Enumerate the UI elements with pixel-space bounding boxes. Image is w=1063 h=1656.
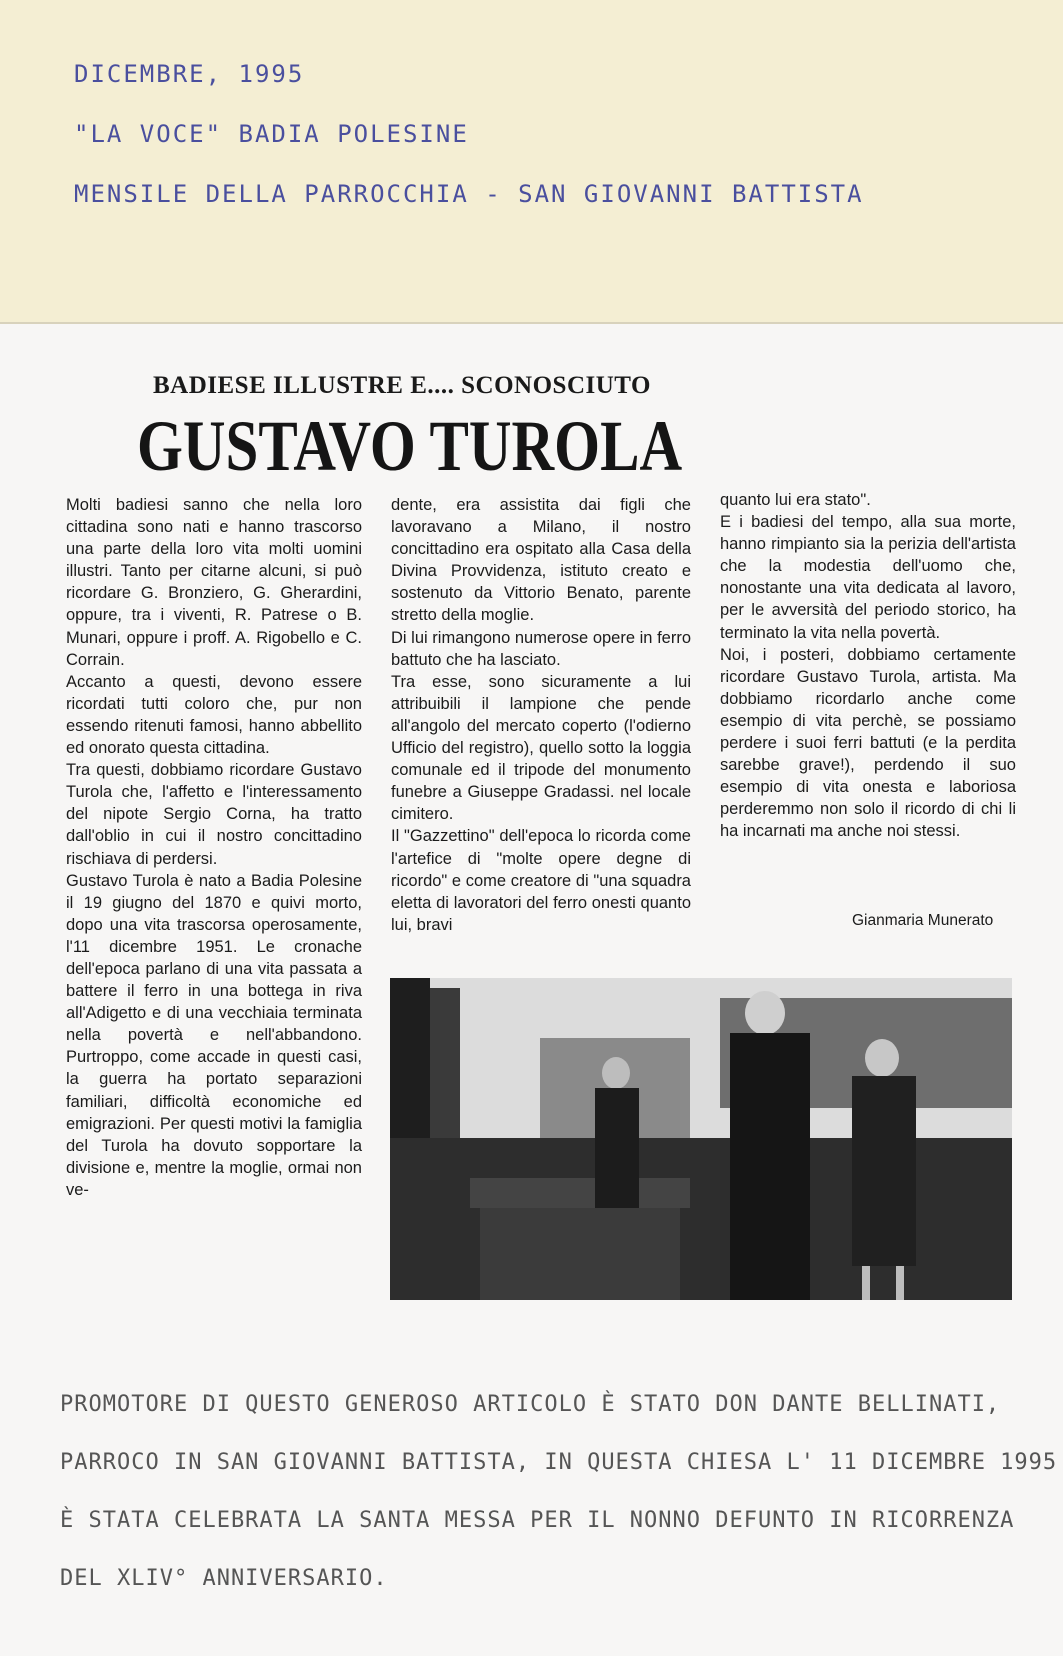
paragraph: Accanto a questi, devono essere ricordati tutti coloro che, pur non essendo ritenuti famosi, hanno abbellito ed onorato questa cittadina. [66, 672, 362, 758]
paragraph: E i badiesi del tempo, alla sua morte, hanno rimpianto sia la perizia dell'artista che la modestia dell'uomo che, nonostante una vita dedicata al lavoro, per le avversità del periodo storico, ha terminato la vita nella povertà. [720, 513, 1016, 642]
article-kicker: BADIESE ILLUSTRE E.... SCONOSCIUTO [153, 372, 651, 399]
article-column-3 [720, 489, 1016, 843]
note-parish: MENSILE DELLA PARROCCHIA - SAN GIOVANNI BATTISTA [74, 180, 864, 208]
paragraph: quanto lui era stato". [720, 491, 871, 509]
article-author: Gianmaria Munerato [852, 912, 994, 929]
paragraph: Il "Gazzettino" dell'epoca lo ricorda come l'artefice di "molte opere degne di ricordo" e come creatore di "una squadra eletta di lavoratori del ferro onesti quanto lui, bravi [391, 827, 691, 934]
handwritten-note-top [0, 0, 1063, 324]
paragraph: Di lui rimangono numerose opere in ferro battuto che ha lasciato. [391, 628, 691, 669]
paragraph: dente, era assistita dai figli che lavoravano a Milano, il nostro concittadino era ospitato alla Casa della Divina Provvidenza, istituto creato e sostenuto da Vittorio Benato, parente stretto della moglie. [391, 496, 691, 625]
photograph-drawing [390, 978, 1012, 1300]
article-title: GUSTAVO TUROLA [137, 406, 683, 486]
paragraph: Noi, i posteri, dobbiamo certamente ricordare Gustavo Turola, artista. Ma dobbiamo ricordarlo anche come esempio di vita perchè, se possiamo perdere i suoi ferri battuti (e la perdita sarebbe grave!), perdendo il suo esempio di vita onesta e laboriosa perderemmo non solo il ricordo di chi li ha incarnati ma anche noi stessi. [720, 645, 1016, 841]
historic-photograph [390, 978, 1012, 1300]
note-publication: "LA VOCE" BADIA POLESINE [74, 120, 469, 148]
paragraph: Gustavo Turola è nato a Badia Polesine il 19 giugno del 1870 e quivi morto, dopo una vita trascorsa operosamente, l'11 dicembre 1951. Le cronache dell'epoca parlano di una vita passata a battere il ferro in una bottega in riva all'Adigetto e di una vecchiaia terminata nella povertà e nell'abbandono. Purtroppo, come accade in questi casi, la guerra ha portato separazioni familiari, difficoltà economiche ed emigrazioni. Per questi motivi la famiglia del Turola ha dovuto sopportare la divisione e, mentre la moglie, ormai non ve- [66, 871, 362, 1199]
paragraph: Tra esse, sono sicuramente a lui attribuibili il lampione che pende all'angolo del mercato coperto (l'odierno Ufficio del registro), quello sotto la loggia comunale ed il tripode del monumento funebre a Giuseppe Gradassi. nel locale cimitero. [391, 672, 691, 824]
note-bottom-line-2: PARROCO IN SAN GIOVANNI BATTISTA, IN QUESTA CHIESA L' 11 DICEMBRE 1995 [60, 1450, 1058, 1475]
note-bottom-line-4: DEL XLIV° ANNIVERSARIO. [60, 1566, 388, 1591]
paragraph: Tra questi, dobbiamo ricordare Gustavo Turola che, l'affetto e l'interessamento del nipote Sergio Corna, ha tratto dall'oblio in cui il nostro concittadino rischiava di perdersi. [66, 761, 362, 868]
note-date: DICEMBRE, 1995 [74, 60, 305, 88]
paragraph: Molti badiesi sanno che nella loro cittadina sono nati e hanno trascorso una parte della loro vita molti uomini illustri. Tanto per citarne alcuni, si può ricordare G. Bronziero, G. Gherardini, oppure, tra i viventi, R. Patrese o B. Munari, oppure i proff. A. Rigobello e C. Corrain. [66, 496, 362, 669]
article-column-2 [391, 494, 691, 936]
article-column-1 [66, 494, 362, 1201]
note-bottom-line-3: È STATA CELEBRATA LA SANTA MESSA PER IL NONNO DEFUNTO IN RICORRENZA [60, 1508, 1015, 1533]
note-bottom-line-1: PROMOTORE DI QUESTO GENEROSO ARTICOLO È STATO DON DANTE BELLINATI, [60, 1392, 1001, 1417]
